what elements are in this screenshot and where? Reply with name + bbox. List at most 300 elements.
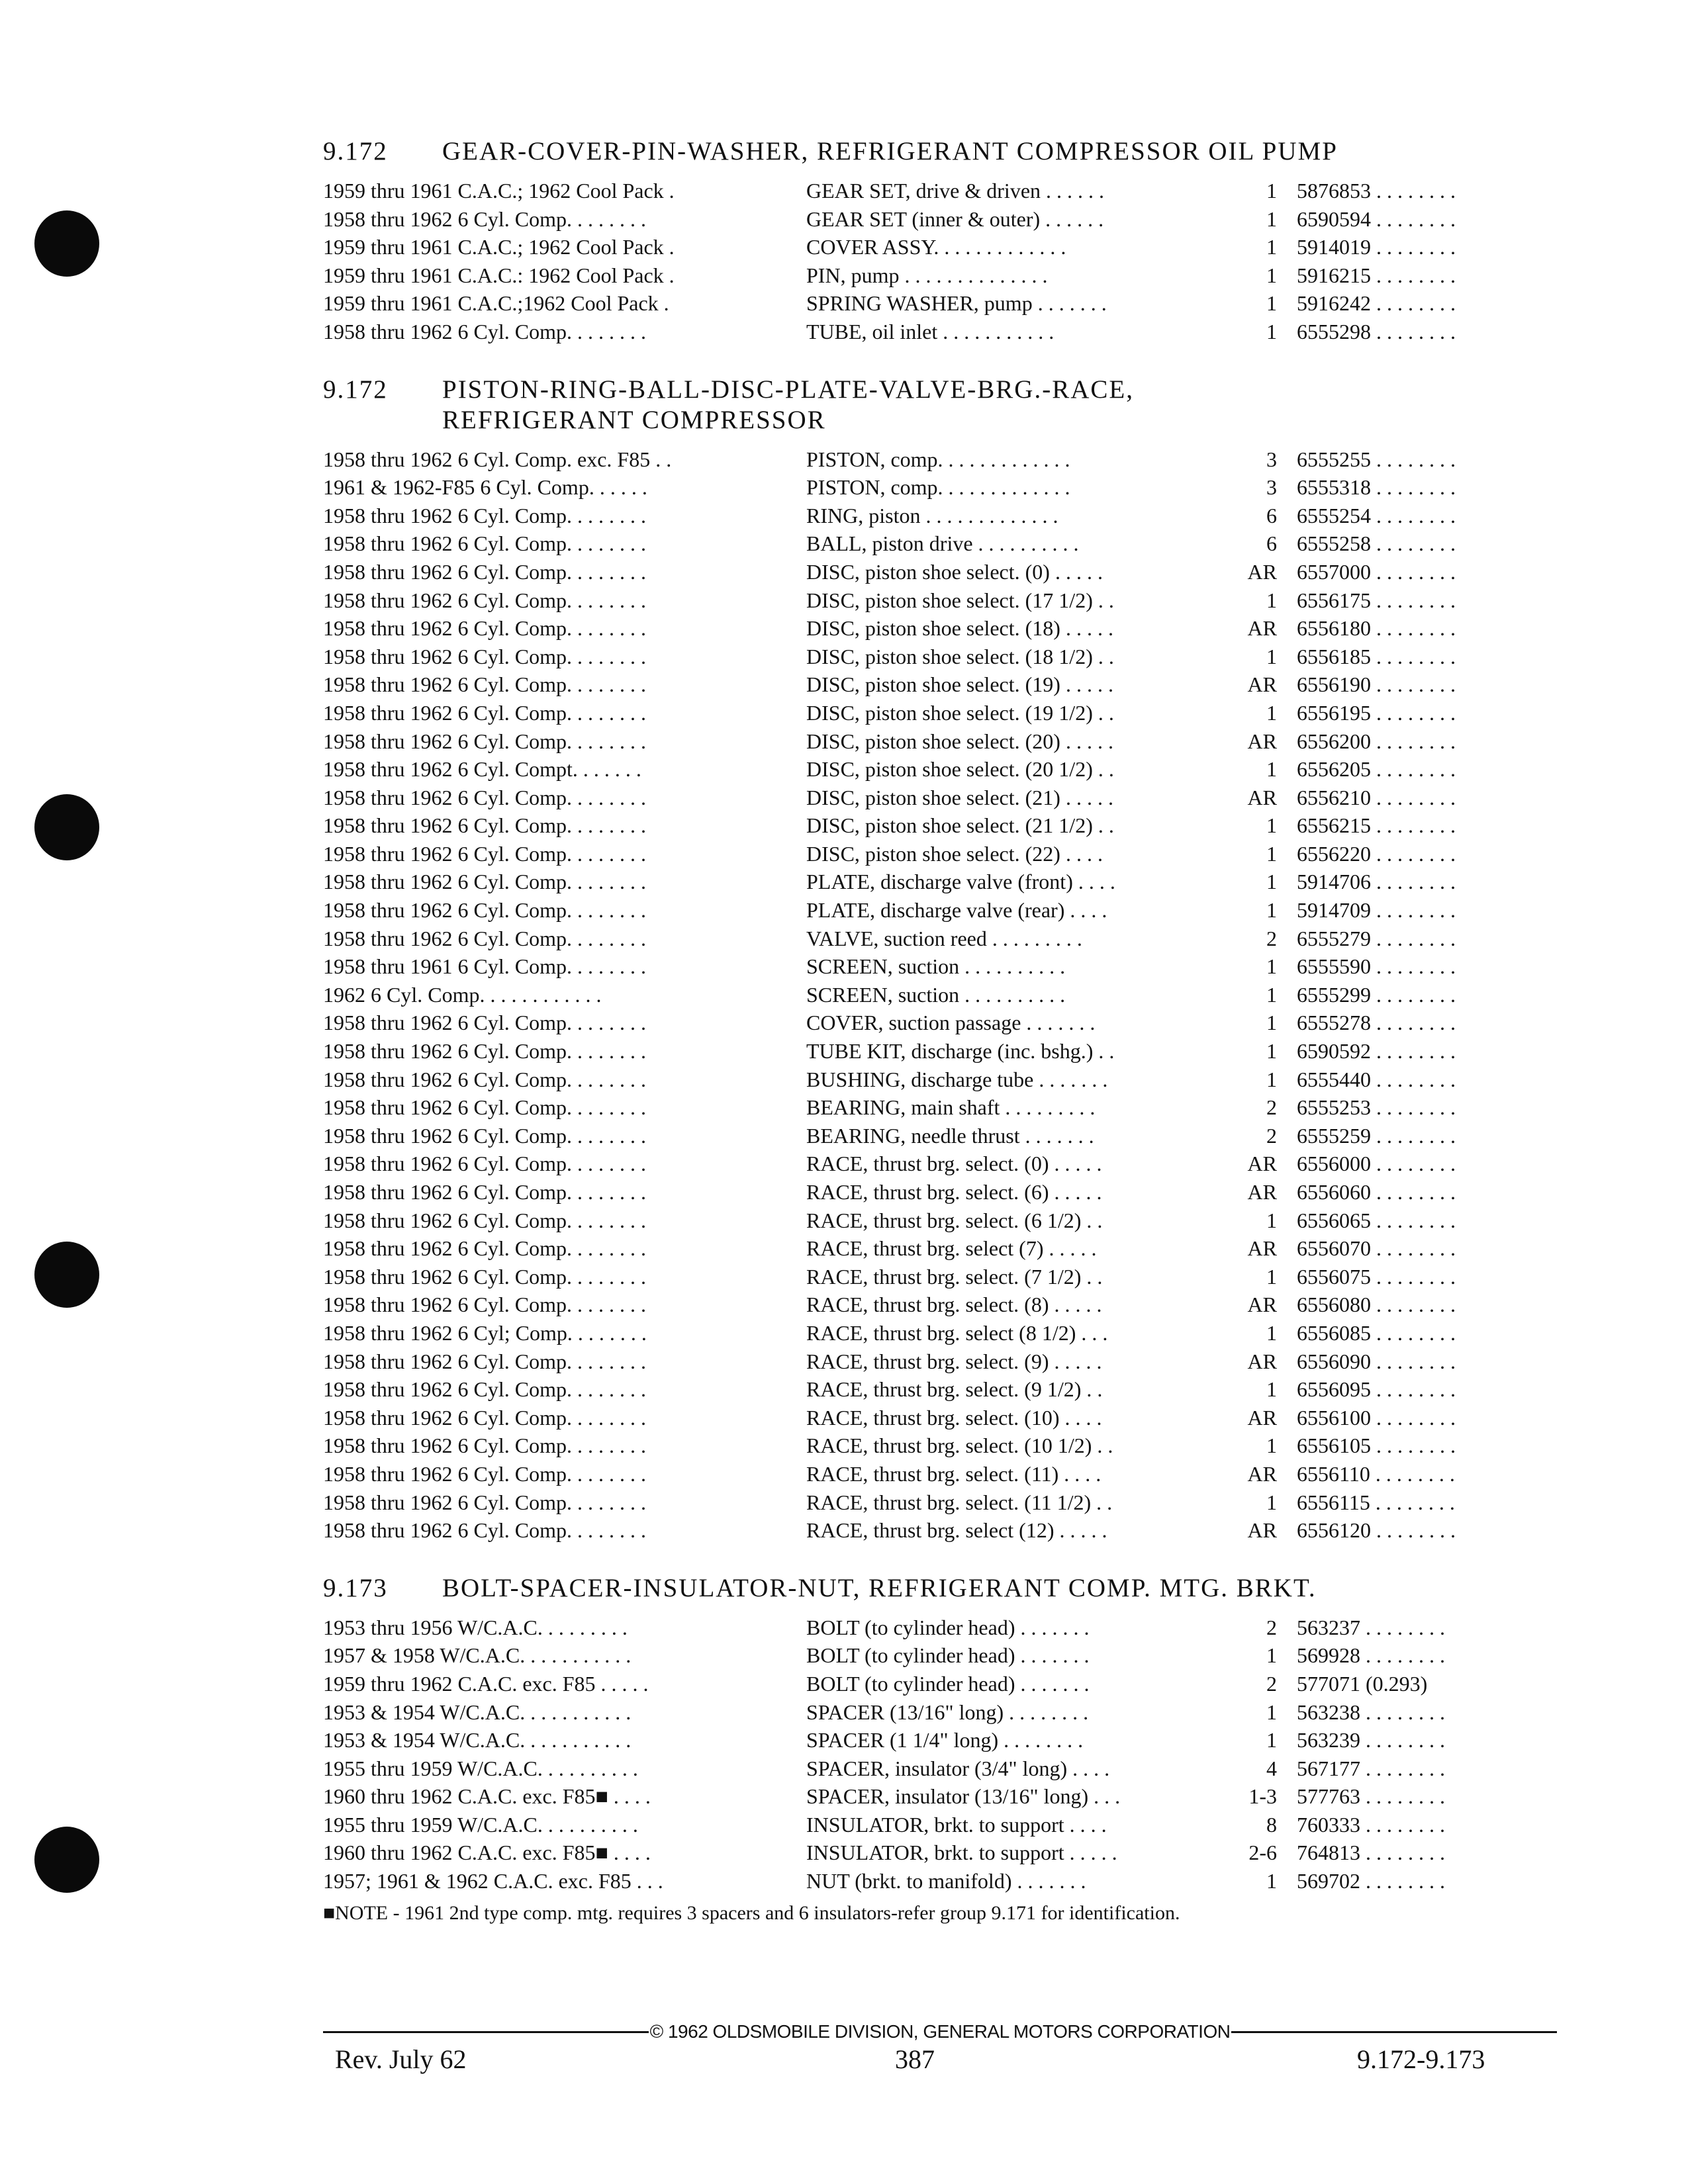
parts-list (323, 1615, 1554, 1897)
description-cell: RING, piston . . . . . . . . . . . . . (806, 503, 1058, 527)
description-cell: RACE, thrust brg. select. (8) . . . . . (806, 1293, 1102, 1317)
part-number-cell: 6556095 . . . . . . . . (1297, 1377, 1456, 1402)
part-number-cell: 6556110 . . . . . . . . (1297, 1461, 1455, 1486)
application-cell: 1953 & 1954 W/C.A.C. . . . . . . . . . . (323, 1700, 632, 1724)
parts-row (323, 475, 1554, 504)
quantity-cell: 1 (1266, 1728, 1277, 1752)
description-cell: DISC, piston shoe select. (18 1/2) . . (806, 644, 1114, 668)
part-number-cell: 6556080 . . . . . . . . (1297, 1293, 1456, 1317)
description-cell: PLATE, discharge valve (rear) . . . . (806, 898, 1107, 923)
description-cell: RACE, thrust brg. select. (0) . . . . . (806, 1152, 1102, 1176)
application-cell: 1958 thru 1962 6 Cyl. Comp. . . . . . . . (323, 1011, 647, 1035)
quantity-cell: 1 (1266, 235, 1277, 259)
application-cell: 1958 thru 1962 6 Cyl. Comp. . . . . . . . (323, 1067, 647, 1091)
application-cell: 1958 thru 1962 6 Cyl. Comp. . . . . . . . (323, 785, 647, 809)
description-cell: SPACER (13/16" long) . . . . . . . . (806, 1700, 1089, 1724)
part-number-cell: 6555255 . . . . . . . . (1297, 447, 1456, 471)
quantity-cell: AR (1247, 1236, 1277, 1261)
quantity-cell: 1 (1266, 206, 1277, 231)
parts-row (323, 1615, 1554, 1644)
section-title-line: GEAR-COVER-PIN-WASHER, REFRIGERANT COMPRESSOR OIL PUMP (442, 137, 1338, 165)
section-title (442, 1573, 1554, 1604)
parts-row (323, 1643, 1554, 1672)
part-number-cell: 6555590 . . . . . . . . (1297, 954, 1456, 979)
application-cell: 1958 thru 1962 6 Cyl. Comp. . . . . . . . (323, 1433, 647, 1458)
part-number-cell: 6556175 . . . . . . . . (1297, 588, 1456, 612)
parts-row (323, 1518, 1554, 1547)
description-cell: TUBE KIT, discharge (inc. bshg.) . . (806, 1039, 1115, 1064)
part-number-cell: 6556180 . . . . . . . . (1297, 616, 1456, 641)
application-cell: 1958 thru 1962 6 Cyl. Comp. . . . . . . . (323, 503, 647, 527)
description-cell: RACE, thrust brg. select. (11) . . . . (806, 1461, 1102, 1486)
parts-row (323, 179, 1554, 207)
part-number-cell: 5916242 . . . . . . . . (1297, 291, 1456, 316)
parts-row (323, 729, 1554, 758)
description-cell: RACE, thrust brg. select. (6) . . . . . (806, 1180, 1102, 1204)
description-cell: RACE, thrust brg. select. (9 1/2) . . (806, 1377, 1103, 1402)
quantity-cell: AR (1247, 1518, 1277, 1543)
description-cell: PISTON, comp. . . . . . . . . . . . . (806, 447, 1070, 471)
parts-row (323, 1869, 1554, 1897)
description-cell: GEAR SET, drive & driven . . . . . . (806, 179, 1105, 203)
application-cell: 1958 thru 1962 6 Cyl. Comp. . . . . . . . (323, 1293, 647, 1317)
application-cell: 1955 thru 1959 W/C.A.C. . . . . . . . . . (323, 1756, 638, 1780)
application-cell: 1958 thru 1962 6 Cyl. Comp. . . . . . . . (323, 1123, 647, 1148)
parts-row (323, 1377, 1554, 1406)
parts-row (323, 1208, 1554, 1237)
application-cell: 1958 thru 1962 6 Cyl. Comp. . . . . . . . (323, 926, 647, 950)
part-number-cell: 6556195 . . . . . . . . (1297, 700, 1456, 725)
quantity-cell: 2 (1266, 1095, 1277, 1120)
description-cell: RACE, thrust brg. select. (10) . . . . (806, 1405, 1102, 1430)
application-cell: 1959 thru 1961 C.A.C.; 1962 Cool Pack . (323, 179, 675, 203)
parts-row (323, 1784, 1554, 1813)
part-number-cell: 6556000 . . . . . . . . (1297, 1152, 1456, 1176)
part-number-cell: 6555254 . . . . . . . . (1297, 503, 1456, 527)
quantity-cell: 1 (1266, 588, 1277, 612)
description-cell: GEAR SET (inner & outer) . . . . . . (806, 206, 1104, 231)
part-number-cell: 6556120 . . . . . . . . (1297, 1518, 1456, 1543)
description-cell: RACE, thrust brg. select (7) . . . . . (806, 1236, 1097, 1261)
quantity-cell: 6 (1266, 531, 1277, 556)
section-spacer (323, 348, 1554, 375)
part-number-cell: 6555259 . . . . . . . . (1297, 1123, 1456, 1148)
part-number-cell: 6590594 . . . . . . . . (1297, 206, 1456, 231)
binder-hole-lower-middle (34, 1242, 99, 1308)
description-cell: VALVE, suction reed . . . . . . . . . (806, 926, 1082, 950)
part-number-cell: 6556070 . . . . . . . . (1297, 1236, 1456, 1261)
parts-row (323, 1349, 1554, 1378)
application-cell: 1958 thru 1962 6 Cyl. Comp. . . . . . . . (323, 616, 647, 641)
parts-row (323, 757, 1554, 786)
parts-row (323, 1236, 1554, 1265)
description-cell: COVER, suction passage . . . . . . . (806, 1011, 1096, 1035)
quantity-cell: AR (1247, 616, 1277, 641)
quantity-cell: 1 (1266, 1320, 1277, 1345)
description-cell: RACE, thrust brg. select. (6 1/2) . . (806, 1208, 1103, 1232)
parts-row (323, 1293, 1554, 1321)
parts-row (323, 1068, 1554, 1096)
revision-date: Rev. July 62 (335, 2044, 467, 2074)
section-title (442, 136, 1554, 167)
parts-list (323, 447, 1554, 1547)
quantity-cell: 1 (1266, 813, 1277, 838)
application-cell: 1958 thru 1962 6 Cyl. Comp. exc. F85 . . (323, 447, 672, 471)
part-number-cell: 6556190 . . . . . . . . (1297, 672, 1456, 697)
part-number-cell: 6555299 . . . . . . . . (1297, 982, 1456, 1007)
parts-row (323, 1039, 1554, 1068)
parts-row (323, 616, 1554, 645)
description-cell: PLATE, discharge valve (front) . . . . (806, 870, 1115, 894)
description-cell: RACE, thrust brg. select. (10 1/2) . . (806, 1433, 1113, 1458)
application-cell: 1958 thru 1962 6 Cyl. Comp. . . . . . . . (323, 644, 647, 668)
parts-list (323, 179, 1554, 348)
part-number-cell: 6555253 . . . . . . . . (1297, 1095, 1456, 1120)
description-cell: DISC, piston shoe select. (19) . . . . . (806, 672, 1113, 697)
parts-row (323, 1490, 1554, 1519)
application-cell: 1953 thru 1956 W/C.A.C. . . . . . . . . (323, 1615, 628, 1639)
quantity-cell: 1 (1266, 1039, 1277, 1064)
quantity-cell: 2 (1266, 1615, 1277, 1639)
description-cell: DISC, piston shoe select. (19 1/2) . . (806, 700, 1114, 725)
parts-row (323, 1728, 1554, 1756)
description-cell: BEARING, main shaft . . . . . . . . . (806, 1095, 1096, 1120)
parts-row (323, 1756, 1554, 1785)
parts-row (323, 447, 1554, 476)
description-cell: INSULATOR, brkt. to support . . . . . (806, 1841, 1117, 1865)
quantity-cell: 1 (1266, 870, 1277, 894)
part-number-cell: 577071 (0.293) (1297, 1671, 1428, 1696)
description-cell: SPRING WASHER, pump . . . . . . . (806, 291, 1107, 316)
part-number-cell: 6555278 . . . . . . . . (1297, 1011, 1456, 1035)
quantity-cell: AR (1247, 1405, 1277, 1430)
page-number: 387 (895, 2044, 935, 2074)
part-number-cell: 563238 . . . . . . . . (1297, 1700, 1445, 1724)
quantity-cell: 4 (1266, 1756, 1277, 1780)
application-cell: 1958 thru 1962 6 Cyl. Comp. . . . . . . . (323, 870, 647, 894)
application-cell: 1958 thru 1962 6 Cyl. Comp. . . . . . . . (323, 1152, 647, 1176)
binder-hole-upper-middle (34, 794, 99, 860)
description-cell: BEARING, needle thrust . . . . . . . (806, 1123, 1094, 1148)
description-cell: DISC, piston shoe select. (20 1/2) . . (806, 757, 1114, 782)
application-cell: 1958 thru 1962 6 Cyl. Comp. . . . . . . . (323, 898, 647, 923)
description-cell: BOLT (to cylinder head) . . . . . . . (806, 1643, 1090, 1668)
part-number-cell: 6556065 . . . . . . . . (1297, 1208, 1456, 1232)
footer-copyright-rule (323, 2021, 1557, 2042)
application-cell: 1955 thru 1959 W/C.A.C. . . . . . . . . . (323, 1812, 638, 1837)
description-cell: BALL, piston drive . . . . . . . . . . (806, 531, 1079, 556)
parts-row (323, 1180, 1554, 1208)
quantity-cell: 2 (1266, 926, 1277, 950)
application-cell: 1959 thru 1962 C.A.C. exc. F85 . . . . . (323, 1671, 649, 1696)
parts-row (323, 1095, 1554, 1124)
application-cell: 1958 thru 1962 6 Cyl. Compt. . . . . . . (323, 757, 641, 782)
part-number-cell: 567177 . . . . . . . . (1297, 1756, 1445, 1780)
application-cell: 1958 thru 1962 6 Cyl. Comp. . . . . . . . (323, 1461, 647, 1486)
parts-row (323, 1321, 1554, 1349)
quantity-cell: 6 (1266, 503, 1277, 527)
description-cell: DISC, piston shoe select. (17 1/2) . . (806, 588, 1114, 612)
quantity-cell: 3 (1266, 475, 1277, 500)
part-number-cell: 5914019 . . . . . . . . (1297, 235, 1456, 259)
quantity-cell: AR (1247, 785, 1277, 809)
part-number-cell: 5914709 . . . . . . . . (1297, 898, 1456, 923)
quantity-cell: 1 (1266, 1208, 1277, 1232)
quantity-cell: 1 (1266, 1869, 1277, 1893)
parts-row (323, 235, 1554, 263)
application-cell: 1958 thru 1962 6 Cyl. Comp. . . . . . . . (323, 1208, 647, 1232)
parts-row (323, 1406, 1554, 1434)
part-number-cell: 6557000 . . . . . . . . (1297, 559, 1456, 584)
quantity-cell: 1 (1266, 1264, 1277, 1289)
section-title (442, 375, 1554, 435)
quantity-cell: 1 (1266, 982, 1277, 1007)
description-cell: RACE, thrust brg. select. (11 1/2) . . (806, 1490, 1113, 1514)
part-number-cell: 577763 . . . . . . . . (1297, 1784, 1445, 1809)
part-number-cell: 6556090 . . . . . . . . (1297, 1349, 1456, 1373)
quantity-cell: 1 (1266, 1011, 1277, 1035)
quantity-cell: 3 (1266, 447, 1277, 471)
quantity-cell: 8 (1266, 1812, 1277, 1837)
quantity-cell: 1 (1266, 1377, 1277, 1402)
quantity-cell: AR (1247, 729, 1277, 753)
description-cell: DISC, piston shoe select. (21 1/2) . . (806, 813, 1114, 838)
part-number-cell: 6556185 . . . . . . . . (1297, 644, 1456, 668)
quantity-cell: AR (1247, 1180, 1277, 1204)
parts-row (323, 786, 1554, 814)
parts-row (323, 983, 1554, 1011)
application-cell: 1959 thru 1961 C.A.C.;1962 Cool Pack . (323, 291, 669, 316)
parts-row (323, 813, 1554, 842)
parts-row (323, 588, 1554, 617)
part-number-cell: 6556220 . . . . . . . . (1297, 841, 1456, 866)
description-cell: DISC, piston shoe select. (18) . . . . . (806, 616, 1113, 641)
application-cell: 1958 thru 1962 6 Cyl. Comp. . . . . . . . (323, 672, 647, 697)
part-number-cell: 6556105 . . . . . . . . (1297, 1433, 1456, 1458)
binder-hole-bottom (34, 1827, 99, 1893)
part-number-cell: 6556210 . . . . . . . . (1297, 785, 1456, 809)
quantity-cell: 1 (1266, 1433, 1277, 1458)
part-number-cell: 6556100 . . . . . . . . (1297, 1405, 1456, 1430)
section-number: 9.173 (323, 1573, 388, 1602)
section-number: 9.172 (323, 375, 388, 404)
application-cell: 1958 thru 1962 6 Cyl. Comp. . . . . . . . (323, 206, 647, 231)
quantity-cell: 1 (1266, 263, 1277, 287)
application-cell: 1958 thru 1962 6 Cyl. Comp. . . . . . . . (323, 1180, 647, 1204)
description-cell: PISTON, comp. . . . . . . . . . . . . (806, 475, 1070, 500)
part-number-cell: 5876853 . . . . . . . . (1297, 179, 1456, 203)
part-number-cell: 764813 . . . . . . . . (1297, 1841, 1445, 1865)
description-cell: RACE, thrust brg. select. (7 1/2) . . (806, 1264, 1103, 1289)
quantity-cell: AR (1247, 1293, 1277, 1317)
parts-row (323, 954, 1554, 983)
application-cell: 1958 thru 1962 6 Cyl. Comp. . . . . . . . (323, 531, 647, 556)
description-cell: SCREEN, suction . . . . . . . . . . (806, 954, 1066, 979)
section-title-line: REFRIGERANT COMPRESSOR (442, 405, 826, 434)
section-heading (323, 1573, 1554, 1604)
parts-row (323, 927, 1554, 955)
description-cell: DISC, piston shoe select. (22) . . . . (806, 841, 1103, 866)
parts-row (323, 701, 1554, 729)
parts-row (323, 842, 1554, 870)
quantity-cell: AR (1247, 1461, 1277, 1486)
application-cell: 1958 thru 1962 6 Cyl. Comp. . . . . . . . (323, 1095, 647, 1120)
parts-row (323, 560, 1554, 588)
quantity-cell: 1 (1266, 1490, 1277, 1514)
application-cell: 1959 thru 1961 C.A.C.: 1962 Cool Pack . (323, 263, 675, 287)
quantity-cell: 1 (1266, 1700, 1277, 1724)
description-cell: RACE, thrust brg. select (12) . . . . . (806, 1518, 1107, 1543)
section-heading (323, 375, 1554, 435)
application-cell: 1958 thru 1962 6 Cyl. Comp. . . . . . . . (323, 813, 647, 838)
section-note: ■NOTE - 1961 2nd type comp. mtg. requires 3 spacers and 6 insulators-refer group 9.171 for identification. (323, 1901, 1180, 1924)
description-cell: DISC, piston shoe select. (21) . . . . . (806, 785, 1113, 809)
quantity-cell: 1-3 (1248, 1784, 1277, 1809)
part-number-cell: 6555258 . . . . . . . . (1297, 531, 1456, 556)
description-cell: DISC, piston shoe select. (0) . . . . . (806, 559, 1103, 584)
quantity-cell: AR (1247, 1152, 1277, 1176)
application-cell: 1958 thru 1962 6 Cyl. Comp. . . . . . . . (323, 1039, 647, 1064)
application-cell: 1958 thru 1962 6 Cyl; Comp. . . . . . . . (323, 1320, 647, 1345)
part-number-cell: 6556060 . . . . . . . . (1297, 1180, 1456, 1204)
quantity-cell: 2 (1266, 1671, 1277, 1696)
parts-row (323, 1011, 1554, 1039)
application-cell: 1958 thru 1962 6 Cyl. Comp. . . . . . . . (323, 1405, 647, 1430)
application-cell: 1958 thru 1962 6 Cyl. Comp. . . . . . . . (323, 559, 647, 584)
application-cell: 1960 thru 1962 C.A.C. exc. F85■ . . . . (323, 1784, 651, 1809)
section-number: 9.172 (323, 137, 388, 165)
quantity-cell: 1 (1266, 1067, 1277, 1091)
part-number-cell: 6555279 . . . . . . . . (1297, 926, 1456, 950)
application-cell: 1958 thru 1961 6 Cyl. Comp. . . . . . . . (323, 954, 647, 979)
application-cell: 1958 thru 1962 6 Cyl. Comp. . . . . . . . (323, 1518, 647, 1543)
parts-row (323, 291, 1554, 320)
quantity-cell: 1 (1266, 291, 1277, 316)
quantity-cell: 2-6 (1248, 1841, 1277, 1865)
quantity-cell: 1 (1266, 179, 1277, 203)
description-cell: TUBE, oil inlet . . . . . . . . . . . (806, 319, 1055, 343)
quantity-cell: 2 (1266, 1123, 1277, 1148)
application-cell: 1958 thru 1962 6 Cyl. Comp. . . . . . . . (323, 1264, 647, 1289)
application-cell: 1958 thru 1962 6 Cyl. Comp. . . . . . . . (323, 588, 647, 612)
description-cell: SPACER, insulator (3/4" long) . . . . (806, 1756, 1110, 1780)
parts-row (323, 645, 1554, 673)
application-cell: 1958 thru 1962 6 Cyl. Comp. . . . . . . . (323, 700, 647, 725)
parts-row (323, 1124, 1554, 1152)
part-number-cell: 5914706 . . . . . . . . (1297, 870, 1456, 894)
quantity-cell: AR (1247, 672, 1277, 697)
application-cell: 1959 thru 1961 C.A.C.; 1962 Cool Pack . (323, 235, 675, 259)
application-cell: 1957; 1961 & 1962 C.A.C. exc. F85 . . . (323, 1869, 663, 1893)
parts-row (323, 870, 1554, 898)
application-cell: 1958 thru 1962 6 Cyl. Comp. . . . . . . . (323, 841, 647, 866)
parts-row (323, 1672, 1554, 1700)
quantity-cell: 1 (1266, 757, 1277, 782)
application-cell: 1962 6 Cyl. Comp. . . . . . . . . . . . (323, 982, 602, 1007)
description-cell: BOLT (to cylinder head) . . . . . . . (806, 1671, 1090, 1696)
application-cell: 1958 thru 1962 6 Cyl. Comp. . . . . . . . (323, 1349, 647, 1373)
part-number-cell: 6555318 . . . . . . . . (1297, 475, 1456, 500)
parts-row (323, 898, 1554, 927)
description-cell: NUT (brkt. to manifold) . . . . . . . (806, 1869, 1086, 1893)
description-cell: INSULATOR, brkt. to support . . . . (806, 1812, 1107, 1837)
description-cell: SPACER (1 1/4" long) . . . . . . . . (806, 1728, 1084, 1752)
binder-hole-top (34, 210, 99, 277)
quantity-cell: 1 (1266, 700, 1277, 725)
footer-rule-left (323, 2031, 649, 2033)
application-cell: 1960 thru 1962 C.A.C. exc. F85■ . . . . (323, 1841, 651, 1865)
section-title-line: PISTON-RING-BALL-DISC-PLATE-VALVE-BRG.-RACE, (442, 375, 1134, 404)
part-number-cell: 5916215 . . . . . . . . (1297, 263, 1456, 287)
quantity-cell: 1 (1266, 898, 1277, 923)
quantity-cell: 1 (1266, 954, 1277, 979)
description-cell: RACE, thrust brg. select (8 1/2) . . . (806, 1320, 1108, 1345)
section-range: 9.172-9.173 (1357, 2044, 1485, 2074)
parts-row (323, 1462, 1554, 1490)
part-number-cell: 6556215 . . . . . . . . (1297, 813, 1456, 838)
application-cell: 1961 & 1962-F85 6 Cyl. Comp. . . . . . (323, 475, 647, 500)
quantity-cell: 1 (1266, 319, 1277, 343)
parts-row (323, 672, 1554, 701)
application-cell: 1958 thru 1962 6 Cyl. Comp. . . . . . . . (323, 1490, 647, 1514)
parts-row (323, 1433, 1554, 1462)
parts-row (323, 207, 1554, 236)
copyright-notice: © 1962 OLDSMOBILE DIVISION, GENERAL MOTORS CORPORATION (649, 2021, 1231, 2042)
part-number-cell: 563237 . . . . . . . . (1297, 1615, 1445, 1639)
description-cell: RACE, thrust brg. select. (9) . . . . . (806, 1349, 1102, 1373)
parts-row (323, 320, 1554, 348)
description-cell: COVER ASSY. . . . . . . . . . . . . (806, 235, 1066, 259)
part-number-cell: 6556115 . . . . . . . . (1297, 1490, 1455, 1514)
application-cell: 1957 & 1958 W/C.A.C. . . . . . . . . . . (323, 1643, 632, 1668)
quantity-cell: 1 (1266, 644, 1277, 668)
part-number-cell: 563239 . . . . . . . . (1297, 1728, 1445, 1752)
part-number-cell: 6555298 . . . . . . . . (1297, 319, 1456, 343)
section-title-line: BOLT-SPACER-INSULATOR-NUT, REFRIGERANT COMP. MTG. BRKT. (442, 1573, 1317, 1602)
part-number-cell: 569702 . . . . . . . . (1297, 1869, 1445, 1893)
description-cell: SPACER, insulator (13/16" long) . . . (806, 1784, 1121, 1809)
parts-row (323, 1700, 1554, 1729)
part-number-cell: 6556085 . . . . . . . . (1297, 1320, 1456, 1345)
application-cell: 1953 & 1954 W/C.A.C. . . . . . . . . . . (323, 1728, 632, 1752)
parts-row (323, 1265, 1554, 1293)
description-cell: BOLT (to cylinder head) . . . . . . . (806, 1615, 1090, 1639)
application-cell: 1958 thru 1962 6 Cyl. Comp. . . . . . . . (323, 1377, 647, 1402)
parts-row (323, 1813, 1554, 1841)
description-cell: DISC, piston shoe select. (20) . . . . . (806, 729, 1113, 753)
description-cell: BUSHING, discharge tube . . . . . . . (806, 1067, 1108, 1091)
section-heading (323, 136, 1554, 167)
parts-catalog-page (323, 136, 1554, 1927)
description-cell: SCREEN, suction . . . . . . . . . . (806, 982, 1066, 1007)
quantity-cell: AR (1247, 1349, 1277, 1373)
part-number-cell: 6590592 . . . . . . . . (1297, 1039, 1456, 1064)
part-number-cell: 6556205 . . . . . . . . (1297, 757, 1456, 782)
parts-row (323, 1152, 1554, 1180)
quantity-cell: AR (1247, 559, 1277, 584)
parts-row (323, 263, 1554, 292)
part-number-cell: 6555440 . . . . . . . . (1297, 1067, 1456, 1091)
part-number-cell: 6556200 . . . . . . . . (1297, 729, 1456, 753)
parts-row (323, 531, 1554, 560)
parts-row (323, 504, 1554, 532)
part-number-cell: 569928 . . . . . . . . (1297, 1643, 1445, 1668)
parts-row (323, 1841, 1554, 1869)
quantity-cell: 1 (1266, 1643, 1277, 1668)
section-spacer (323, 1547, 1554, 1573)
quantity-cell: 1 (1266, 841, 1277, 866)
part-number-cell: 760333 . . . . . . . . (1297, 1812, 1445, 1837)
